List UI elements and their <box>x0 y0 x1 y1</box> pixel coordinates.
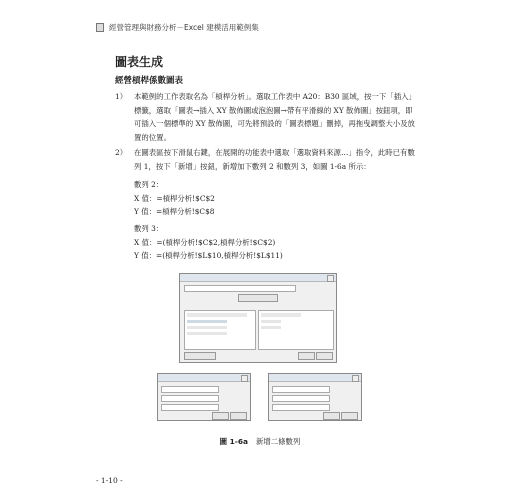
step-1-text: 本範例的工作表取名為「槓桿分析」。選取工作表中 A20：B30 區域，按一下「插入」標籤，選取「圖表→插入 XY 散佈圖或泡泡圖→帶有平滑線的 XY 散佈圖」按鈕項，即可插入一個標準的 XY 散佈圖，可先將預設的「圖表標題」刪掉，再拖曳調整大小及放置的位置。 <box>134 92 415 142</box>
legend-entries-pane <box>184 310 256 350</box>
figure-label: 圖 1-6a <box>219 437 248 446</box>
switch-row-column-button <box>238 294 278 302</box>
ok-button <box>212 412 229 420</box>
close-icon <box>241 375 248 382</box>
close-icon <box>352 375 359 382</box>
step-2 <box>115 146 415 173</box>
series-2-x: X 值：=槓桿分析!$C$2 <box>134 193 215 203</box>
axis-labels-pane <box>258 310 334 350</box>
select-data-source-dialog <box>179 273 337 363</box>
series-name-input <box>272 386 330 393</box>
series-name-input <box>161 386 219 393</box>
close-icon <box>327 275 334 282</box>
figure-caption-text: 新增二條數列 <box>255 437 301 446</box>
ok-button <box>323 412 340 420</box>
cancel-button <box>230 412 247 420</box>
edit-series-dialog-1 <box>157 373 251 421</box>
series-2-block <box>134 178 215 219</box>
series-2-title: 數列 2： <box>134 180 164 189</box>
step-1-number: 1） <box>115 92 128 101</box>
hidden-cells-button <box>184 352 216 360</box>
series-y-values-input <box>272 404 330 411</box>
book-icon <box>96 23 104 32</box>
series-3-block <box>134 222 283 263</box>
dialog-titlebar <box>180 274 336 282</box>
page-number: - 1-10 - <box>96 476 123 485</box>
edit-series-dialog-2 <box>268 373 362 421</box>
series-3-x: X 值：=(槓桿分析!$C$2,槓桿分析!$C$2) <box>134 237 276 247</box>
chart-data-range-input <box>184 285 296 292</box>
section-title: 圖表生成 <box>115 55 164 69</box>
running-header <box>96 22 259 33</box>
series-2-y: Y 值：=槓桿分析!$C$8 <box>134 207 215 217</box>
step-2-number: 2） <box>115 148 128 157</box>
step-2-text: 在圖表區按下滑鼠右鍵，在展開的功能表中選取「選取資料來源…」指令，此時已有數列 1，按下「新增」按鈕，新增加下數列 2 和數列 3，如圖 1-6a 所示： <box>134 148 415 171</box>
ok-button <box>298 352 315 360</box>
subsection-title: 經營槓桿係數圖表 <box>115 76 184 86</box>
series-3-y: Y 值：=(槓桿分析!$L$10,槓桿分析!$L$11) <box>134 251 283 261</box>
dialog-titlebar <box>269 374 361 382</box>
figure-caption <box>0 436 520 447</box>
series-x-values-input <box>272 395 330 402</box>
header-title: 經營管理與財務分析－Excel 建模活用範例集 <box>109 23 259 32</box>
series-y-values-input <box>161 404 219 411</box>
cancel-button <box>316 352 333 360</box>
series-3-title: 數列 3： <box>134 224 164 233</box>
series-x-values-input <box>161 395 219 402</box>
step-1 <box>115 90 415 144</box>
dialog-titlebar <box>158 374 250 382</box>
cancel-button <box>341 412 358 420</box>
